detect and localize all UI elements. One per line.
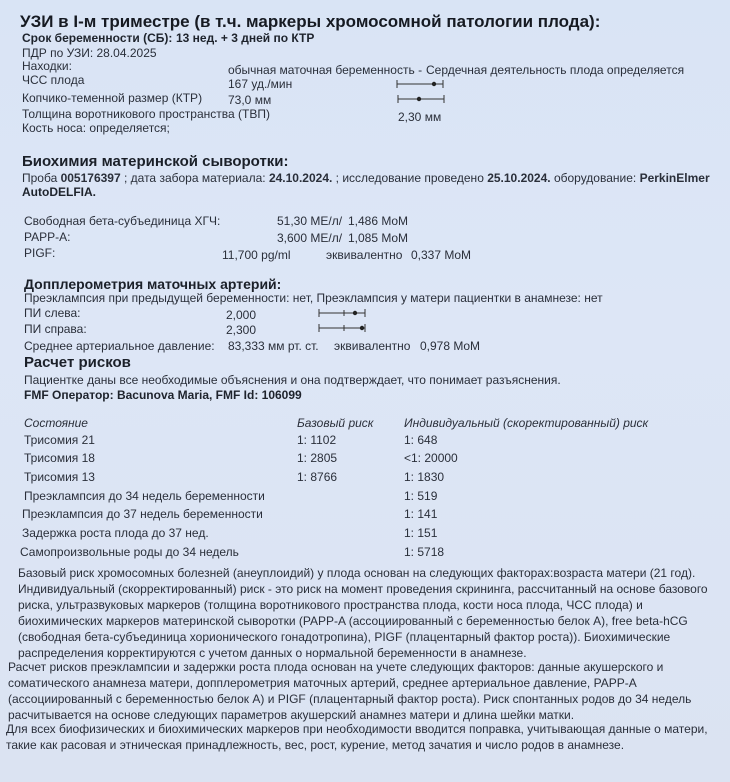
col-condition-header: Состояние (24, 416, 88, 430)
heart-rate-scale (396, 79, 446, 89)
notes-paragraph-2: Расчет рисков преэклампсии и задержки роста плода основан на учете следующих факторов: данные акушерского и соматического анамнеза матери, допплерометрия маточных артерий, среднее артериальное давление, PAPP-A (ассоциированный с беременностью белок А) и PIGF (плацентарный фактор роста). Риск спонтанных родов до 34 недель расчитывается на основе следующих параметров акушерский анамнез матери и длина шейки матки. (8, 660, 692, 722)
hcg-value: 51,30 МЕ/л/ (277, 214, 343, 228)
crl-label: Копчико-теменной размер (КТР) (22, 91, 203, 105)
heart-rate-value: 167 уд./мин (228, 77, 293, 91)
equipment-continued: AutoDELFIA. (22, 185, 96, 199)
consent-line: Пациентке даны все необходимые объяснения и она подтверждает, что понимает разъяснения. (24, 373, 561, 387)
pi-right-label: ПИ справа: (24, 322, 87, 336)
risk-individual: 1: 151 (404, 526, 438, 540)
hcg-mom: 1,486 MoM (348, 214, 409, 228)
risk-condition: Трисомия 18 (24, 451, 95, 465)
heart-rate-marker (432, 82, 436, 86)
crl-value: 73,0 мм (228, 93, 272, 107)
gestational-age-value: 13 нед. + 3 дней по КТР (176, 31, 315, 45)
pappa-label: PAPP-A: (24, 230, 71, 244)
pappa-mom: 1,085 MoM (348, 231, 409, 245)
nasal-bone-line: Кость носа: определяется; (22, 121, 170, 135)
map-label: Среднее артериальное давление: (24, 339, 215, 353)
operator-line: FMF Оператор: Bacunova Maria, FMF Id: 106099 (24, 388, 302, 402)
risk-base: 1: 1102 (297, 433, 337, 447)
pi-left-scale (318, 308, 370, 318)
risk-individual: 1: 519 (404, 489, 438, 503)
equipment-label: оборудование: (550, 171, 640, 185)
pi-left-marker (353, 311, 357, 315)
notes-paragraph-3: Для всех биофизических и биохимических маркеров при необходимости вводится поправка, учитывающая данные о матери, такие как расовая и этническая принадлежность, вес, рост, курение, метод зачатия и число родов в анамнезе. (6, 722, 708, 752)
risk-individual: 1: 5718 (404, 545, 445, 559)
pi-left-label: ПИ слева: (24, 306, 81, 320)
col-individual-header: Индивидуальный (скоректированный) риск (404, 416, 649, 430)
pi-right-marker (360, 326, 364, 330)
crl-marker (417, 97, 421, 101)
risk-condition: Преэклампсия до 37 недель беременности (22, 507, 263, 521)
plgf-label: PIGF: (24, 246, 56, 260)
us-section-title: УЗИ в I-м триместре (в т.ч. маркеры хромосомной патологии плода): (20, 12, 601, 31)
col-base-header: Базовый риск (297, 416, 374, 430)
risk-condition: Трисомия 13 (24, 470, 95, 484)
notes-paragraph-1: Базовый риск хромосомных болезней (анеуплоидий) у плода основан на следующих факторах:возраста матери (21 год). Индивидуальный (скорректированный) риск - это риск на момент проведения скрининга, рассчитанный на основе базового риска, ультразвуковых маркеров (толщина воротникового пространства плода, кости носа плода, ЧСС плода) и биохимических маркеров материнской сыворотки (PAPP-A (ассоциированный с беременностью белок А), free beta-hCG (свободная бета-субъединица хорионического гонадотропина), PIGF (плацентарный фактор роста)). Биохимические распределения корректируются с учетом данных о нормальной беременности в анамнезе. (18, 566, 708, 660)
risk-individual: 1: 648 (404, 433, 438, 447)
preeclampsia-history: Преэклампсия при предыдущей беременности: нет, Преэклампсия у матери пациентки в анамнезе: нет (24, 291, 603, 305)
findings-value: обычная маточная беременность - (228, 63, 423, 77)
edd-line: ПДР по УЗИ: 28.04.2025 (22, 46, 157, 60)
nt-value: 2,30 мм (398, 110, 442, 124)
pi-right-scale (318, 323, 370, 333)
map-equiv: эквивалентно (334, 339, 411, 353)
map-value: 83,333 мм рт. ст. (228, 339, 319, 353)
nt-label: Толщина воротникового пространства (ТВП) (22, 107, 270, 121)
doppler-section-title: Допплерометрия маточных артерий: (24, 276, 282, 292)
equipment: PerkinElmer (639, 171, 710, 185)
plgf-mom: 0,337 MoM (411, 248, 472, 262)
sample-id: 005176397 (60, 171, 121, 185)
sample-date: 24.10.2024. (268, 171, 333, 185)
pi-right-value: 2,300 (226, 323, 257, 337)
sample-line (22, 171, 710, 185)
risk-condition: Преэклампсия до 34 недель беременности (24, 489, 265, 503)
bio-section-title: Биохимия материнской сыворотки: (22, 153, 289, 170)
hcg-label: Свободная бета-субъединица ХГЧ: (24, 214, 221, 228)
findings-value-2: Сердечная деятельность плода определяется (426, 63, 685, 77)
risk-condition: Трисомия 21 (24, 433, 95, 447)
risk-section-title: Расчет рисков (24, 354, 131, 371)
map-mom: 0,978 MoM (420, 339, 481, 353)
findings-label: Находки: (22, 59, 72, 73)
sample-prefix: Проба (22, 171, 61, 185)
risk-condition: Самопроизвольные роды до 34 недель (20, 545, 239, 559)
risk-condition: Задержка роста плода до 37 нед. (22, 526, 209, 540)
pi-left-value: 2,000 (226, 308, 257, 322)
risk-individual: 1: 1830 (404, 470, 445, 484)
risk-base: 1: 8766 (297, 470, 338, 484)
test-date-label: ; исследование проведено (332, 171, 488, 185)
risk-individual: 1: 141 (404, 507, 438, 521)
heart-rate-label: ЧСС плода (22, 73, 85, 87)
plgf-value: 11,700 pg/ml (222, 248, 291, 262)
sample-date-label: ; дата забора материала: (120, 171, 269, 185)
pappa-value: 3,600 МЕ/л/ (277, 231, 343, 245)
crl-scale (397, 94, 447, 104)
test-date: 25.10.2024. (487, 171, 551, 185)
plgf-equiv: эквивалентно (326, 248, 403, 262)
risk-base: 1: 2805 (297, 451, 338, 465)
gestational-age-label: Срок беременности (СБ): (22, 31, 173, 45)
risk-individual: <1: 20000 (404, 451, 458, 465)
